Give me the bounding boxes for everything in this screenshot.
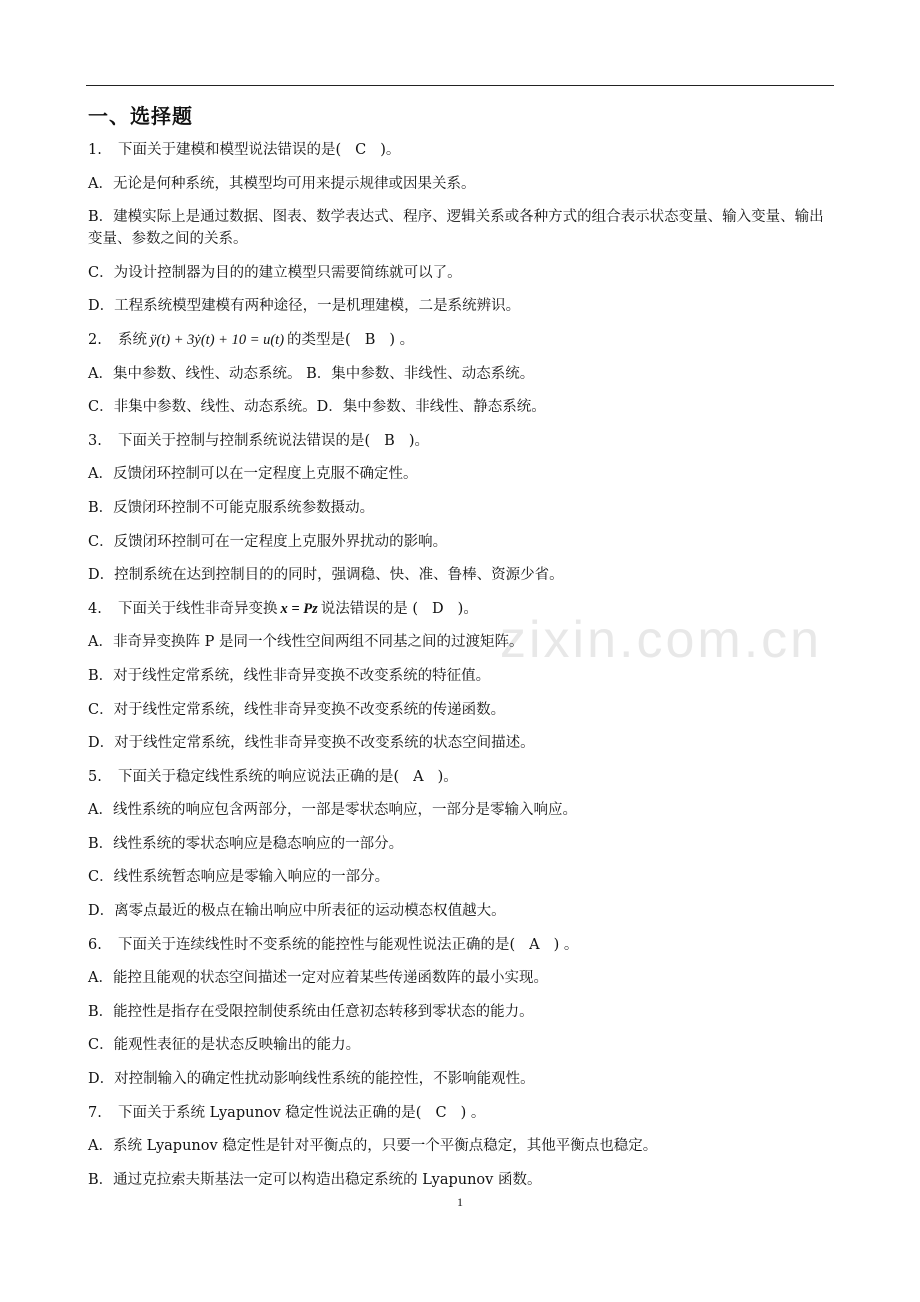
option-line	[88, 900, 836, 922]
option-line	[88, 799, 836, 821]
option-text: 系统 Lyapunov 稳定性是针对平衡点的，只要一个平衡点稳定，其他平衡点也稳定。	[112, 1138, 658, 1155]
option-line	[88, 463, 836, 485]
option-line	[88, 1034, 836, 1056]
option-letter: A．	[88, 365, 113, 382]
watermark: zixin.com.cn	[500, 611, 823, 669]
question-2	[88, 329, 836, 351]
option-text: 能控且能观的状态空间描述一定对应着某些传递函数阵的最小实现。	[112, 970, 548, 987]
question-text: 下面关于线性非奇异变换	[118, 600, 278, 617]
question-text: 下面关于连续线性时不变系统的能控性与能观性说法正确的是(	[118, 936, 516, 953]
option-line	[88, 497, 836, 519]
option-text: 反馈闭环控制不可能克服系统参数摄动。	[113, 499, 375, 516]
option-text: 反馈闭环控制可在一定程度上克服外界扰动的影响。	[113, 533, 448, 550]
question-number: 6.	[88, 936, 102, 953]
math-expression: ÿ(t) + 3ẏ(t) + 10 = u(t)	[150, 331, 285, 348]
answer-letter: C	[355, 142, 367, 158]
question-text-cont: 说法错误的是 (	[320, 600, 419, 617]
option-letter: A．	[88, 634, 113, 651]
question-1	[88, 139, 836, 161]
question-number: 2.	[88, 331, 102, 348]
option-text: 能观性表征的是状态反映输出的能力。	[113, 1037, 361, 1054]
option-text: 控制系统在达到控制目的的同时，强调稳、快、准、鲁棒、资源少省。	[114, 567, 564, 584]
option-text: 线性系统的响应包含两部分，一部是零状态响应，一部分是零输入响应。	[112, 802, 577, 819]
option-line	[88, 732, 836, 754]
question-close: )。	[457, 600, 478, 617]
option-line	[88, 1169, 836, 1191]
option-letter: C．	[88, 399, 114, 416]
option-text: 集中参数、线性、动态系统。 B．集中参数、非线性、动态系统。	[112, 365, 535, 382]
answer-letter: B	[364, 331, 376, 348]
option-text: 线性系统暂态响应是零输入响应的一部分。	[113, 869, 390, 886]
option-letter: D．	[88, 567, 115, 584]
page-number: 1	[457, 1195, 463, 1209]
question-close: )。	[437, 768, 458, 785]
question-close: )。	[380, 142, 401, 158]
option-text: 建模实际上是通过数据、图表、数学表达式、程序、逻辑关系或各种方式的组合表示状态变量、输入变量、输出变量、参数之间的关系。	[88, 209, 824, 248]
option-letter: B．	[88, 1003, 114, 1020]
option-line	[88, 967, 836, 989]
option-letter: A．	[88, 466, 113, 483]
option-letter: C．	[88, 701, 114, 718]
option-text: 对于线性定常系统，线性非奇异变换不改变系统的传递函数。	[113, 701, 506, 718]
question-text: 下面关于建模和模型说法错误的是(	[118, 142, 342, 158]
answer-letter: B	[384, 432, 395, 449]
option-text: 为设计控制器为目的的建立模型只需要简练就可以了。	[113, 264, 462, 281]
option-letter: C．	[88, 1037, 114, 1054]
option-letter: B．	[88, 835, 114, 852]
question-number: 7.	[88, 1104, 102, 1121]
option-letter: B．	[88, 1171, 114, 1188]
question-number: 5.	[88, 768, 102, 785]
math-expression: x = Pz	[280, 600, 318, 617]
question-number: 4.	[88, 600, 102, 617]
option-letter: A．	[88, 175, 113, 192]
question-4	[88, 598, 836, 620]
option-line	[88, 1068, 836, 1090]
question-5	[88, 766, 836, 788]
option-letter: C．	[88, 264, 114, 281]
option-text: 离零点最近的极点在输出响应中所表征的运动模态权值越大。	[114, 903, 506, 920]
question-text: 系统	[118, 331, 147, 348]
question-list	[88, 139, 836, 1202]
option-text: 线性系统的零状态响应是稳态响应的一部分。	[113, 835, 404, 852]
question-7	[88, 1102, 836, 1124]
option-letter: C．	[88, 533, 114, 550]
answer-letter: A	[413, 768, 424, 785]
answer-letter: D	[432, 600, 444, 617]
option-line	[88, 363, 836, 385]
option-line	[88, 295, 836, 317]
option-line	[88, 1135, 836, 1157]
question-text: 下面关于控制与控制系统说法错误的是(	[118, 432, 371, 449]
question-close: ) 。	[389, 331, 415, 348]
option-text: 无论是何种系统，其模型均可用来提示规律或因果关系。	[112, 175, 476, 192]
option-letter: A．	[88, 970, 113, 987]
question-6	[88, 934, 836, 956]
question-text: 下面关于系统 Lyapunov 稳定性说法正确的是(	[118, 1104, 422, 1121]
option-line	[88, 833, 836, 855]
header-rule	[86, 85, 834, 86]
option-text: 对于线性定常系统，线性非奇异变换不改变系统的特征值。	[113, 667, 491, 684]
section-title: 一、选择题	[88, 104, 193, 128]
option-letter: D．	[88, 298, 115, 315]
option-line	[88, 173, 836, 195]
option-line	[88, 564, 836, 586]
answer-letter: C	[435, 1104, 447, 1121]
option-line	[88, 665, 836, 687]
answer-letter: A	[529, 936, 540, 953]
option-letter: A．	[88, 802, 113, 819]
question-close: ) 。	[553, 936, 579, 953]
option-letter: D．	[88, 903, 115, 920]
option-line	[88, 866, 836, 888]
option-line	[88, 531, 836, 553]
option-text: 工程系统模型建模有两种途径，一是机理建模，二是系统辨识。	[114, 298, 521, 315]
question-number: 1.	[88, 142, 102, 158]
question-number: 3.	[88, 432, 102, 449]
option-letter: D．	[88, 1071, 115, 1088]
option-line	[88, 206, 836, 250]
option-text: 能控性是指存在受限控制使系统由任意初态转移到零状态的能力。	[113, 1003, 534, 1020]
option-line	[88, 1001, 836, 1023]
option-text: 对控制输入的确定性扰动影响线性系统的能控性，不影响能观性。	[114, 1071, 535, 1088]
option-line	[88, 699, 836, 721]
option-text: 反馈闭环控制可以在一定程度上克服不确定性。	[112, 466, 418, 483]
option-line	[88, 631, 836, 653]
option-text: 通过克拉索夫斯基法一定可以构造出稳定系统的 Lyapunov 函数。	[113, 1171, 542, 1188]
option-line	[88, 262, 836, 284]
question-close: )。	[408, 432, 429, 449]
option-letter: B．	[88, 209, 114, 226]
question-3	[88, 430, 836, 452]
option-text: 非集中参数、线性、动态系统。D．集中参数、非线性、静态系统。	[113, 399, 546, 416]
option-text: 非奇异变换阵 P 是同一个线性空间两组不同基之间的过渡矩阵。	[112, 634, 524, 651]
question-close: ) 。	[460, 1104, 486, 1121]
question-text-cont: 的类型是(	[287, 331, 351, 348]
option-letter: A．	[88, 1138, 113, 1155]
option-letter: C．	[88, 869, 114, 886]
option-text: 对于线性定常系统，线性非奇异变换不改变系统的状态空间描述。	[114, 735, 535, 752]
option-letter: D．	[88, 735, 115, 752]
question-text: 下面关于稳定线性系统的响应说法正确的是(	[118, 768, 400, 785]
option-letter: B．	[88, 667, 114, 684]
option-line	[88, 396, 836, 418]
option-letter: B．	[88, 499, 114, 516]
